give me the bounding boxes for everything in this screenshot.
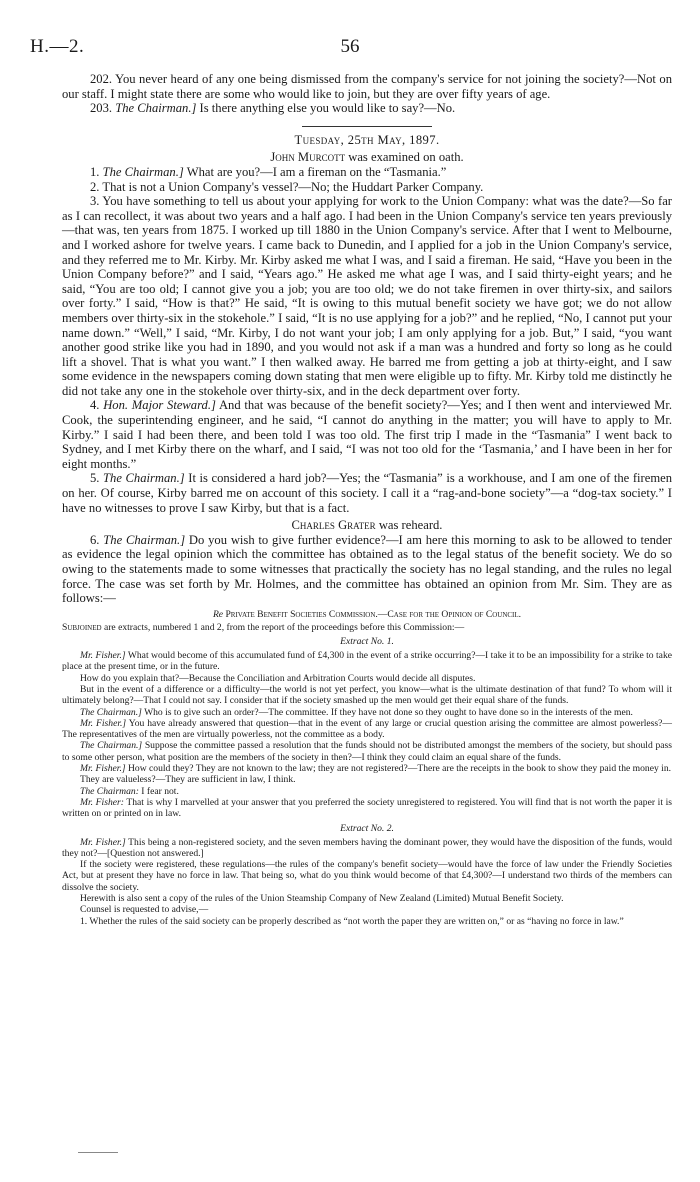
extract-2-para: Herewith is also sent a copy of the rules of the Union Steamship Company of New Zealand (Limited) Mutual Benefit Society. <box>80 893 564 905</box>
extract-2-para: 1. Whether the rules of the said society can be properly described as “not worth the paper they are written on,” or as “having no force in law.” <box>80 915 624 927</box>
question-5: 5. The Chairman.] It is considered a hard job?—Yes; the “Tasmania” is a workhouse, and I am one of the firemen on her. Of course, Kirby barred me on account of this society. I call it a “rag-and-bone society”—a “dog-tax society.” I have no witnesses to prove I saw Kirby, but that is a fact. <box>62 471 673 515</box>
extract-1-para: Mr. Fisher.] What would become of this accumulated fund of £4,300 in the event of a strike occurring?—I take it to be an impossibility for a strike to take place at the present time, or in the future. <box>62 650 672 673</box>
extract-2-para: Counsel is requested to advise,— <box>80 904 209 916</box>
extract-1-para: Mr. Fisher.] You have already answered that question—that in the event of any large or crucial question arising the committee are almost powerless?—The representatives of the men are virtually powerless, not the committee as a body. <box>62 717 673 741</box>
sitting-date: Tuesday, 25th May, 1897. <box>294 132 440 147</box>
extract-1-para: Mr. Fisher: That is why I marvelled at your answer that you preferred the society unregistered to registered. You will find that is not worth the paper it is written on or printed on in law. <box>62 796 673 820</box>
extract-2-para: If the society were registered, these regulations—the rules of the company's benefit society—would have the force of law under the Friendly Societies Act, but at present they have no force in law. That being so, what do you think would become of that £4,300?—I understand two thirds of the members can dissolve the society. <box>62 859 672 893</box>
extract-1-para: Mr. Fisher.] How could they? They are not known to the law; they are not registered?—There are the receipts in the book to show they paid the money in. <box>80 763 672 775</box>
question-3: 3. You have something to tell us about your applying for work to the Union Company: what was the date?—So far as I can recollect, it was about two years and a half ago. I had been in the Union Company's service ten years previously—that was, ten years from 1875. I worked up till 1880 in the Union Company's service. After that I went to Melbourne, and I worked ashore for twelve years. I came back to Dunedin, and I applied for a job in the Union Company's service, and they referred me to Mr. Kirby. Mr. Kirby asked me what I was, and I said a fireman. He said, “Have you been in the Union Company before?” and I said, “Years ago.” He asked me what age I was, and I said thirty-eight years; and he said, “You are too old; I cannot give you a job; you are too old; we do not take firemen in over thirty-six, and sailors over forty.” I said, “How is that?” He said, “It is owing to this mutual benefit society we have got; we do not allow members over thirty-six in the stokehole.” I said, “It is no use applying for a job?” and he replied, “No, I cannot put your name down.” “Well,” I said, “Mr. Kirby, I do not want your job; I am only applying for a job. But,” I said, “you want another good strike like you had in 1890, and you would not ask if a man was a hundred and forty so long as he could lift a shovel. That is what you want.” I then walked away. He barred me from getting a job at thirty-eight, and I saw some evidence in the newspapers coming down stating that men were eligible up to fifty. Mr. Kirby told me distinctly he did not take any one in the stokehole over thirty-six, and in the deck department over forty. <box>62 194 672 398</box>
extract-2-para: Mr. Fisher.] This being a non-registered society, and the seven members having the dominant power, they would have the disposition of the funds, would they not?—[Question not answered.] <box>62 836 672 859</box>
question-202: 202. You never heard of any one being dismissed from the company's service for not joining the society?—Not on our staff. I might state there are some who would like to join, but they are over fifty years of age. <box>62 72 672 101</box>
extract-1-para: They are valueless?—They are sufficient in law, I think. <box>80 774 296 786</box>
main-text <box>62 72 672 606</box>
question-203: 203. The Chairman.] Is there anything else you would like to say?—No. <box>90 101 456 116</box>
page-header <box>30 36 670 58</box>
extract-1-title: Extract No. 1. <box>340 636 394 648</box>
extract-2-title: Extract No. 2. <box>340 822 394 834</box>
question-1: 1. The Chairman.] What are you?—I am a fireman on the “Tasmania.” <box>90 164 447 179</box>
case-title: Re Private Benefit Societies Commission.—Case for the Opinion of Council. <box>212 608 522 620</box>
page-number: 56 <box>340 36 360 57</box>
page-body <box>62 72 672 927</box>
recall-heading: Charles Grater was reheard. <box>291 518 443 533</box>
extract-1-para: The Chairman.] Who is to give such an order?—The committee. If they have not done so they ought to have done so in the interests of the men. <box>80 706 633 718</box>
footnote-rule <box>78 1152 118 1153</box>
extract-1-para: The Chairman.] Suppose the committee passed a resolution that the funds should not be distributed amongst the members of the society, but should pass to some other person, what position are the members of the society in then?—I think they could claim an equal share of the funds. <box>62 740 672 763</box>
witness-heading: John Murcott was examined on oath. <box>270 150 464 165</box>
extract-1-para: How do you explain that?—Because the Conciliation and Arbitration Courts would decide all disputes. <box>80 672 476 684</box>
series-code: H.—2. <box>30 36 85 57</box>
extract-1-para: The Chairman: I fear not. <box>80 785 179 797</box>
case-for-opinion <box>62 608 672 927</box>
extract-1-para: But in the event of a difference or a difficulty—the world is not yet perfect, you know—what is the ultimate destination of that fund? To whom will it ultimately belong?—That I could not say. I consider that if the society smashed up the men would get their equal share of the funds. <box>62 683 672 707</box>
question-2: 2. That is not a Union Company's vessel?—No; the Huddart Parker Company. <box>90 179 484 194</box>
case-intro: Subjoined are extracts, numbered 1 and 2, from the report of the proceedings before this Commission:— <box>62 621 465 633</box>
question-6: 6. The Chairman.] Do you wish to give further evidence?—I am here this morning to ask to be allowed to tender as evidence the legal opinion which the committee has obtained as to the legal status of the benefit society. We do so owing to the statements made to some witnesses that practically the society has no legal standing, and the rules no legal force. The case was set forth by Mr. Holmes, and the committee has obtained an opinion from Mr. Sim. They are as follows:— <box>62 532 672 606</box>
question-4: 4. Hon. Major Steward.] And that was because of the benefit society?—Yes; and I then went and interviewed Mr. Cook, the superintending engineer, and he said, “I cannot do anything in the matter; you will have to apply to Mr. Kirby.” I said I had been there, and been told I was too old. The first trip I made in the “Tasmania” I went back to Sydney, and I met Kirby there on the wharf, and I said, “I was not too old for the ‘Tasmania,’ and I have been in her for eight months.” <box>62 398 672 471</box>
section-divider <box>302 126 432 127</box>
